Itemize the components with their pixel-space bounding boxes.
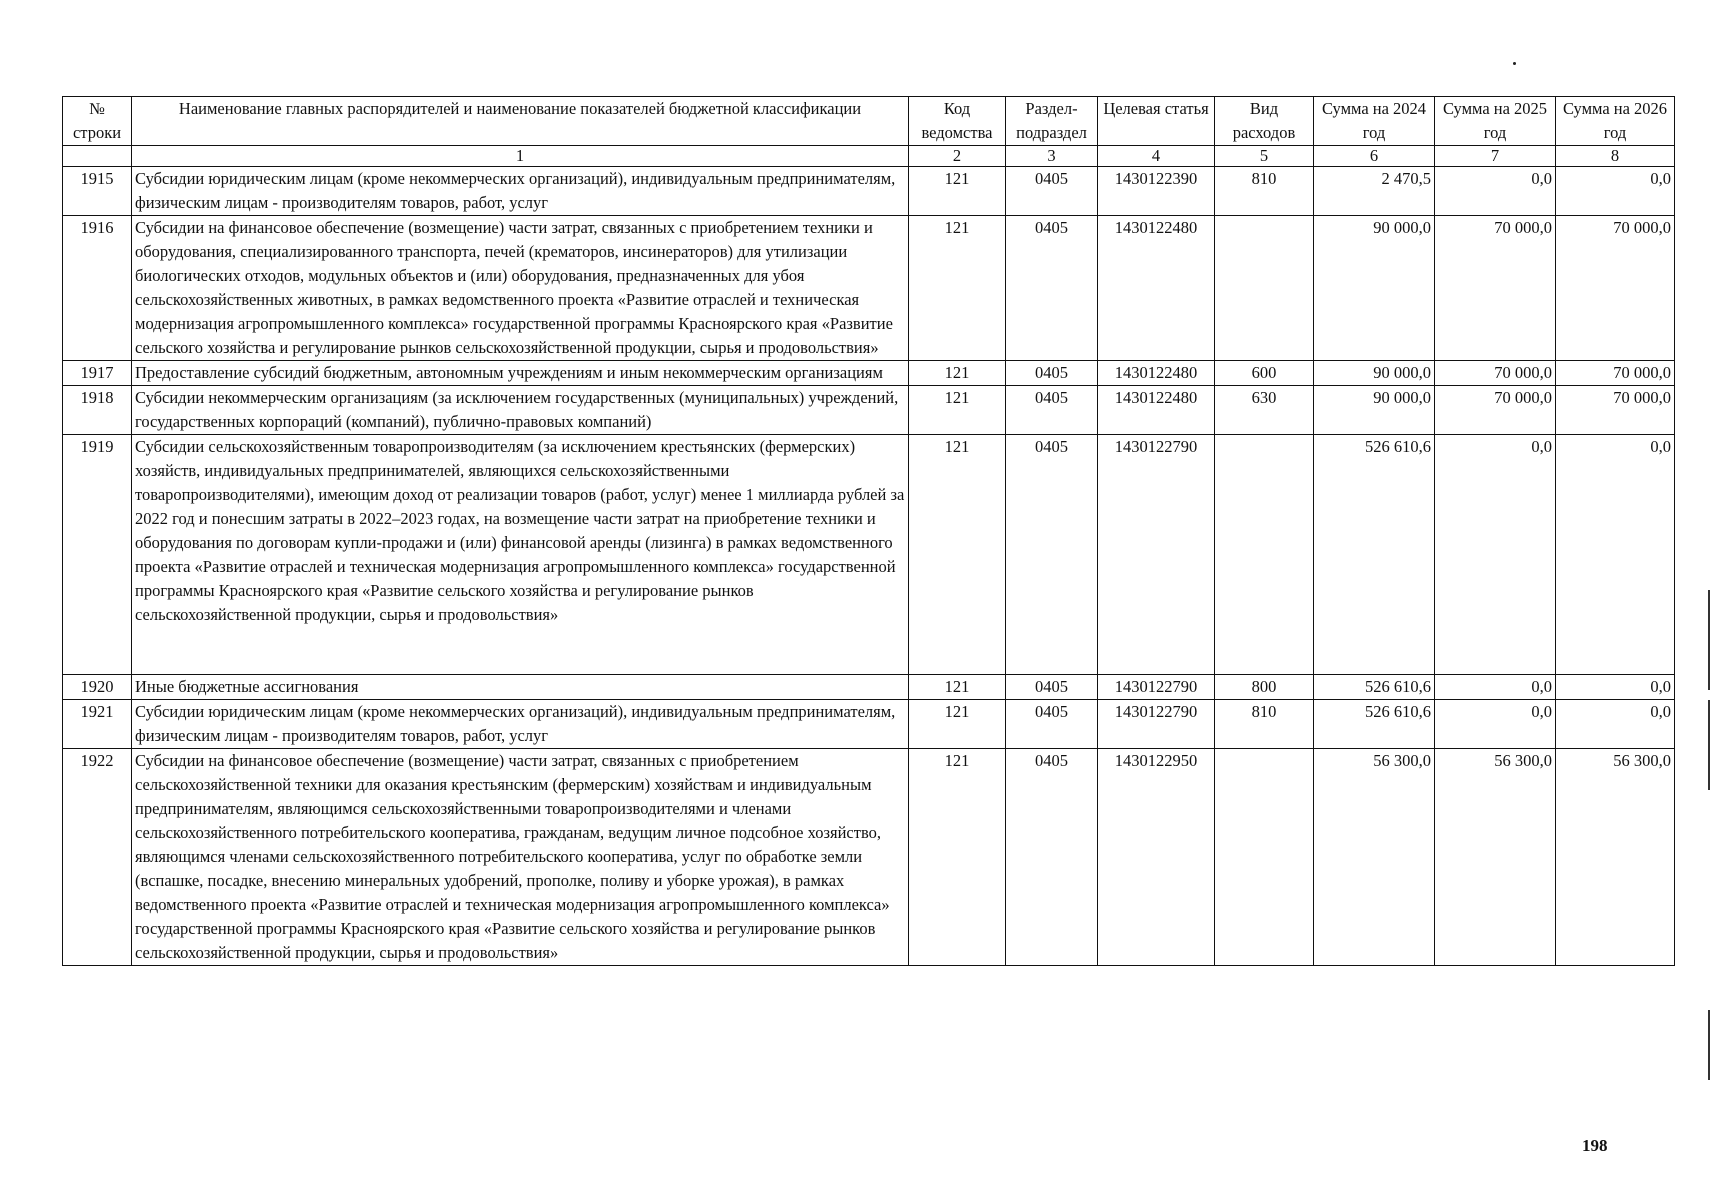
sum-2024: 526 610,6	[1314, 700, 1435, 749]
sum-2024: 90 000,0	[1314, 386, 1435, 435]
sum-2025: 0,0	[1435, 675, 1556, 700]
target-article: 1430122390	[1098, 167, 1215, 216]
column-number-row	[63, 146, 1675, 167]
scan-edge-mark	[1708, 700, 1710, 790]
row-name: Субсидии на финансовое обеспечение (возмещение) части затрат, связанных с приобретением техники и оборудования, специализированного транспорта, печей (крематоров, инсинераторов) для утилизации биологических отходов, модульных объектов и (или) оборудования, предназначенных для убоя сельскохозяйственных животных, в рамках ведомственного проекта «Развитие отраслей и техническая модернизация агропромышленного комплекса» государственной программы Красноярского края «Развитие сельского хозяйства и регулирование рынков сельскохозяйственной продукции, сырья и продовольствия»	[132, 216, 909, 361]
sum-2024: 526 610,6	[1314, 435, 1435, 675]
sum-2026: 56 300,0	[1556, 749, 1675, 966]
dept-code: 121	[909, 361, 1006, 386]
header-sum-2026: Сумма на 2026 год	[1556, 97, 1675, 146]
sum-2025: 56 300,0	[1435, 749, 1556, 966]
expense-type	[1215, 749, 1314, 966]
sum-2026: 0,0	[1556, 435, 1675, 675]
sum-2026: 70 000,0	[1556, 361, 1675, 386]
row-name: Субсидии юридическим лицам (кроме некоммерческих организаций), индивидуальным предпринимателям, физическим лицам - производителям товаров, работ, услуг	[132, 167, 909, 216]
row-number: 1915	[63, 167, 132, 216]
scan-edge-mark	[1708, 590, 1710, 690]
row-name: Субсидии некоммерческим организациям (за исключением государственных (муниципальных) учреждений, государственных корпораций (компаний), публично-правовых компаний)	[132, 386, 909, 435]
table-row	[63, 167, 1675, 216]
row-name: Субсидии сельскохозяйственным товаропроизводителям (за исключением крестьянских (фермерских) хозяйств, индивидуальных предпринимателей, являющихся сельскохозяйственными товаропроизводителями), имеющим доход от реализации товаров (работ, услуг) менее 1 миллиарда рублей за 2022 год и понесшим затраты в 2022–2023 годах, на возмещение части затрат на приобретение техники и оборудования по договорам купли-продажи и (или) финансовой аренды (лизинга) в рамках ведомственного проекта «Развитие отраслей и техническая модернизация агропромышленного комплекса» государственной программы Красноярского края «Развитие сельского хозяйства и регулирование рынков сельскохозяйственной продукции, сырья и продовольствия»	[132, 435, 909, 675]
sum-2026: 70 000,0	[1556, 386, 1675, 435]
row-number: 1916	[63, 216, 132, 361]
table-row	[63, 749, 1675, 966]
section-code: 0405	[1006, 700, 1098, 749]
header-section: Раздел-подраздел	[1006, 97, 1098, 146]
sum-2024: 56 300,0	[1314, 749, 1435, 966]
expense-type	[1215, 216, 1314, 361]
sum-2025: 70 000,0	[1435, 386, 1556, 435]
target-article: 1430122790	[1098, 675, 1215, 700]
row-number: 1919	[63, 435, 132, 675]
sum-2024: 2 470,5	[1314, 167, 1435, 216]
table-row	[63, 700, 1675, 749]
table-row	[63, 216, 1675, 361]
table-row	[63, 435, 1675, 675]
target-article: 1430122790	[1098, 435, 1215, 675]
table-row	[63, 361, 1675, 386]
dept-code: 121	[909, 675, 1006, 700]
expense-type: 600	[1215, 361, 1314, 386]
row-name: Предоставление субсидий бюджетным, автономным учреждениям и иным некоммерческим организациям	[132, 361, 909, 386]
table-row	[63, 386, 1675, 435]
column-number: 3	[1006, 146, 1098, 167]
target-article: 1430122790	[1098, 700, 1215, 749]
header-name: Наименование главных распорядителей и наименование показателей бюджетной классификации	[132, 97, 909, 146]
section-code: 0405	[1006, 749, 1098, 966]
column-number: 5	[1215, 146, 1314, 167]
table-row	[63, 675, 1675, 700]
header-dept-code: Код ведомства	[909, 97, 1006, 146]
column-number: 4	[1098, 146, 1215, 167]
target-article: 1430122480	[1098, 361, 1215, 386]
target-article: 1430122480	[1098, 216, 1215, 361]
sum-2026: 0,0	[1556, 675, 1675, 700]
expense-type: 810	[1215, 700, 1314, 749]
row-number: 1920	[63, 675, 132, 700]
column-number: 1	[132, 146, 909, 167]
expense-type: 810	[1215, 167, 1314, 216]
header-row-number: № строки	[63, 97, 132, 146]
dept-code: 121	[909, 167, 1006, 216]
sum-2025: 0,0	[1435, 167, 1556, 216]
row-name: Субсидии юридическим лицам (кроме некоммерческих организаций), индивидуальным предпринимателям, физическим лицам - производителям товаров, работ, услуг	[132, 700, 909, 749]
section-code: 0405	[1006, 435, 1098, 675]
header-sum-2024: Сумма на 2024 год	[1314, 97, 1435, 146]
budget-table	[62, 96, 1675, 966]
page-number: 198	[1582, 1136, 1608, 1155]
row-number: 1921	[63, 700, 132, 749]
row-number: 1922	[63, 749, 132, 966]
section-code: 0405	[1006, 675, 1098, 700]
section-code: 0405	[1006, 216, 1098, 361]
dept-code: 121	[909, 386, 1006, 435]
row-number: 1918	[63, 386, 132, 435]
row-name: Субсидии на финансовое обеспечение (возмещение) части затрат, связанных с приобретением сельскохозяйственной техники для оказания крестьянским (фермерским) хозяйствам и индивидуальным предпринимателям, являющимся сельскохозяйственными товаропроизводителями и членами сельскохозяйственного потребительского кооператива, гражданам, ведущим личное подсобное хозяйство, являющимся членами сельскохозяйственного потребительского кооператива, услуг по обработке земли (вспашке, посадке, внесению минеральных удобрений, прополке, поливу и уборке урожая), в рамках ведомственного проекта «Развитие отраслей и техническая модернизация агропромышленного комплекса» государственной программы Красноярского края «Развитие сельского хозяйства и регулирование рынков сельскохозяйственной продукции, сырья и продовольствия»	[132, 749, 909, 966]
expense-type: 630	[1215, 386, 1314, 435]
expense-type	[1215, 435, 1314, 675]
section-code: 0405	[1006, 167, 1098, 216]
sum-2024: 90 000,0	[1314, 216, 1435, 361]
sum-2026: 0,0	[1556, 167, 1675, 216]
header-expense-type: Вид расходов	[1215, 97, 1314, 146]
column-number: 8	[1556, 146, 1675, 167]
column-number: 6	[1314, 146, 1435, 167]
header-row	[63, 97, 1675, 146]
section-code: 0405	[1006, 386, 1098, 435]
section-code: 0405	[1006, 361, 1098, 386]
sum-2025: 70 000,0	[1435, 361, 1556, 386]
sum-2024: 526 610,6	[1314, 675, 1435, 700]
column-number	[63, 146, 132, 167]
dept-code: 121	[909, 700, 1006, 749]
row-number: 1917	[63, 361, 132, 386]
sum-2025: 70 000,0	[1435, 216, 1556, 361]
sum-2025: 0,0	[1435, 700, 1556, 749]
scan-edge-mark	[1708, 1010, 1710, 1080]
header-sum-2025: Сумма на 2025 год	[1435, 97, 1556, 146]
column-number: 2	[909, 146, 1006, 167]
target-article: 1430122950	[1098, 749, 1215, 966]
target-article: 1430122480	[1098, 386, 1215, 435]
dept-code: 121	[909, 216, 1006, 361]
header-target-article: Целевая статья	[1098, 97, 1215, 146]
dept-code: 121	[909, 435, 1006, 675]
scan-speck	[1513, 62, 1516, 65]
row-name: Иные бюджетные ассигнования	[132, 675, 909, 700]
dept-code: 121	[909, 749, 1006, 966]
expense-type: 800	[1215, 675, 1314, 700]
sum-2026: 70 000,0	[1556, 216, 1675, 361]
sum-2026: 0,0	[1556, 700, 1675, 749]
sum-2024: 90 000,0	[1314, 361, 1435, 386]
column-number: 7	[1435, 146, 1556, 167]
sum-2025: 0,0	[1435, 435, 1556, 675]
